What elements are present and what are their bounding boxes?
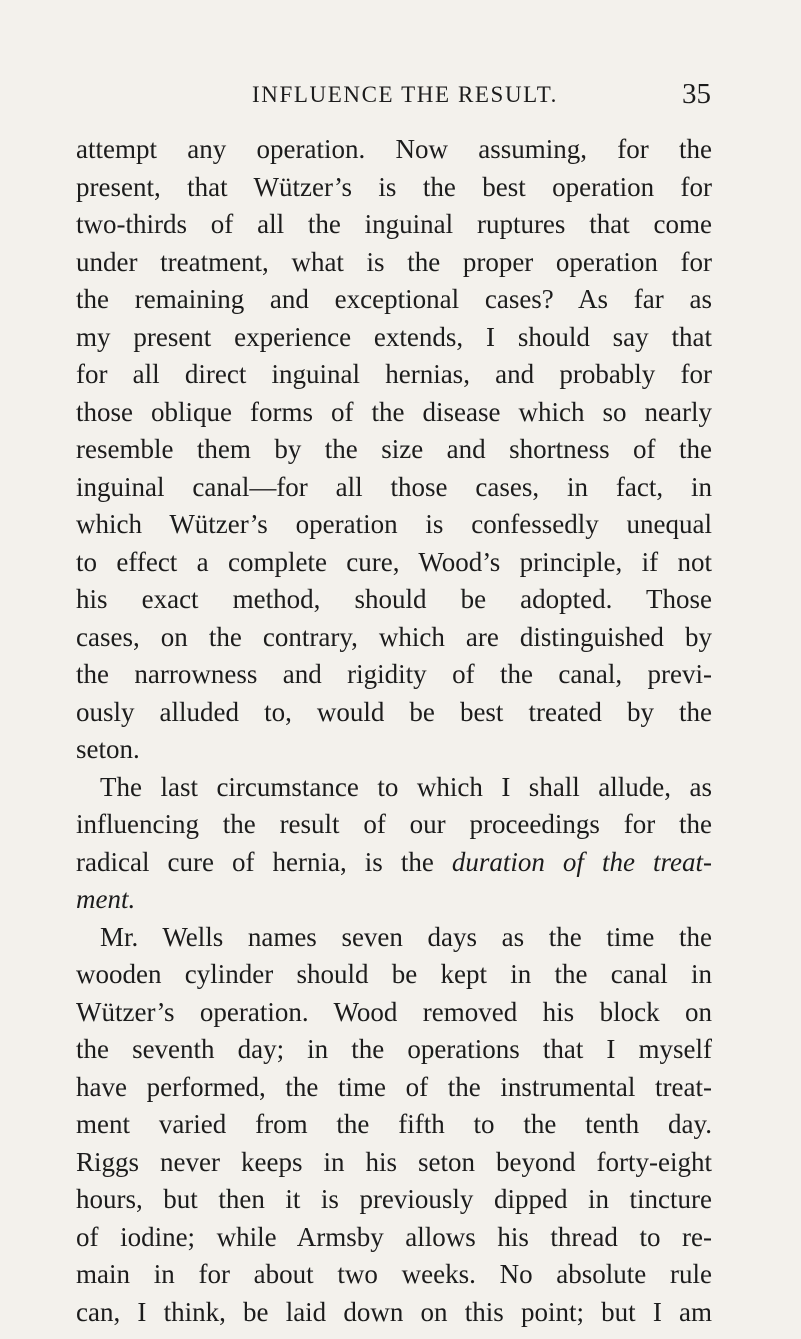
text-line: which Wützer’s operation is confessedly unequal bbox=[76, 509, 712, 539]
page-number: 35 bbox=[682, 78, 711, 110]
text-line: the seventh day; in the operations that I myself bbox=[76, 1034, 712, 1064]
italic-phrase: duration of the treat- bbox=[451, 846, 712, 877]
text-line: those oblique forms of the disease which so nearly bbox=[76, 396, 712, 427]
text-line: inguinal canal—for all those cases, in fact, in bbox=[76, 471, 712, 502]
text-line: hours, but then it is previously dipped in tincture bbox=[76, 1184, 712, 1214]
text-line: the narrowness and rigidity of the canal, previ- bbox=[76, 659, 712, 689]
text-line: two-thirds of all the inguinal ruptures that come bbox=[76, 209, 712, 239]
running-head bbox=[76, 76, 711, 116]
text-line: resemble them by the size and shortness of the bbox=[76, 434, 712, 464]
italic-phrase: ment. bbox=[76, 884, 136, 914]
paragraph-start-line: Mr. Wells names seven days as the time the bbox=[100, 921, 712, 952]
body-text bbox=[76, 131, 712, 1331]
text-line: seton. bbox=[76, 734, 140, 764]
text-line: his exact method, should be adopted. Those bbox=[76, 584, 712, 614]
text-line: the remaining and exceptional cases? As far as bbox=[76, 284, 712, 314]
text-line: my present experience extends, I should say that bbox=[76, 321, 712, 352]
text-line: to effect a complete cure, Wood’s principle, if not bbox=[76, 546, 712, 577]
text-line bbox=[76, 844, 712, 882]
text-line: under treatment, what is the proper operation for bbox=[76, 246, 712, 277]
text-line: influencing the result of our proceedings for the bbox=[76, 809, 712, 839]
text-line: main in for about two weeks. No absolute rule bbox=[76, 1259, 712, 1289]
text-line: Riggs never keeps in his seton beyond forty-eight bbox=[76, 1146, 712, 1177]
text-line: have performed, the time of the instrumental treat- bbox=[76, 1071, 712, 1102]
text-line: present, that Wützer’s is the best operation for bbox=[76, 171, 712, 202]
text-line: for all direct inguinal hernias, and probably for bbox=[76, 359, 712, 389]
text-line: cases, on the contrary, which are distinguished by bbox=[76, 621, 712, 652]
text-line: of iodine; while Armsby allows his thread to re- bbox=[76, 1221, 712, 1252]
text-line: can, I think, be laid down on this point; but I am bbox=[76, 1296, 712, 1327]
paragraph-start-line: The last circumstance to which I shall allude, as bbox=[100, 771, 712, 802]
text-line: Wützer’s operation. Wood removed his block on bbox=[76, 996, 712, 1027]
header-title: INFLUENCE THE RESULT. bbox=[252, 82, 558, 107]
text-line: attempt any operation. Now assuming, for the bbox=[76, 134, 712, 164]
text-line bbox=[76, 881, 712, 919]
text-line: ously alluded to, would be best treated by the bbox=[76, 696, 712, 727]
line-text: radical cure of hernia, is the bbox=[76, 846, 452, 877]
text-line: wooden cylinder should be kept in the canal in bbox=[76, 959, 712, 989]
text-line: ment varied from the fifth to the tenth day. bbox=[76, 1109, 712, 1139]
